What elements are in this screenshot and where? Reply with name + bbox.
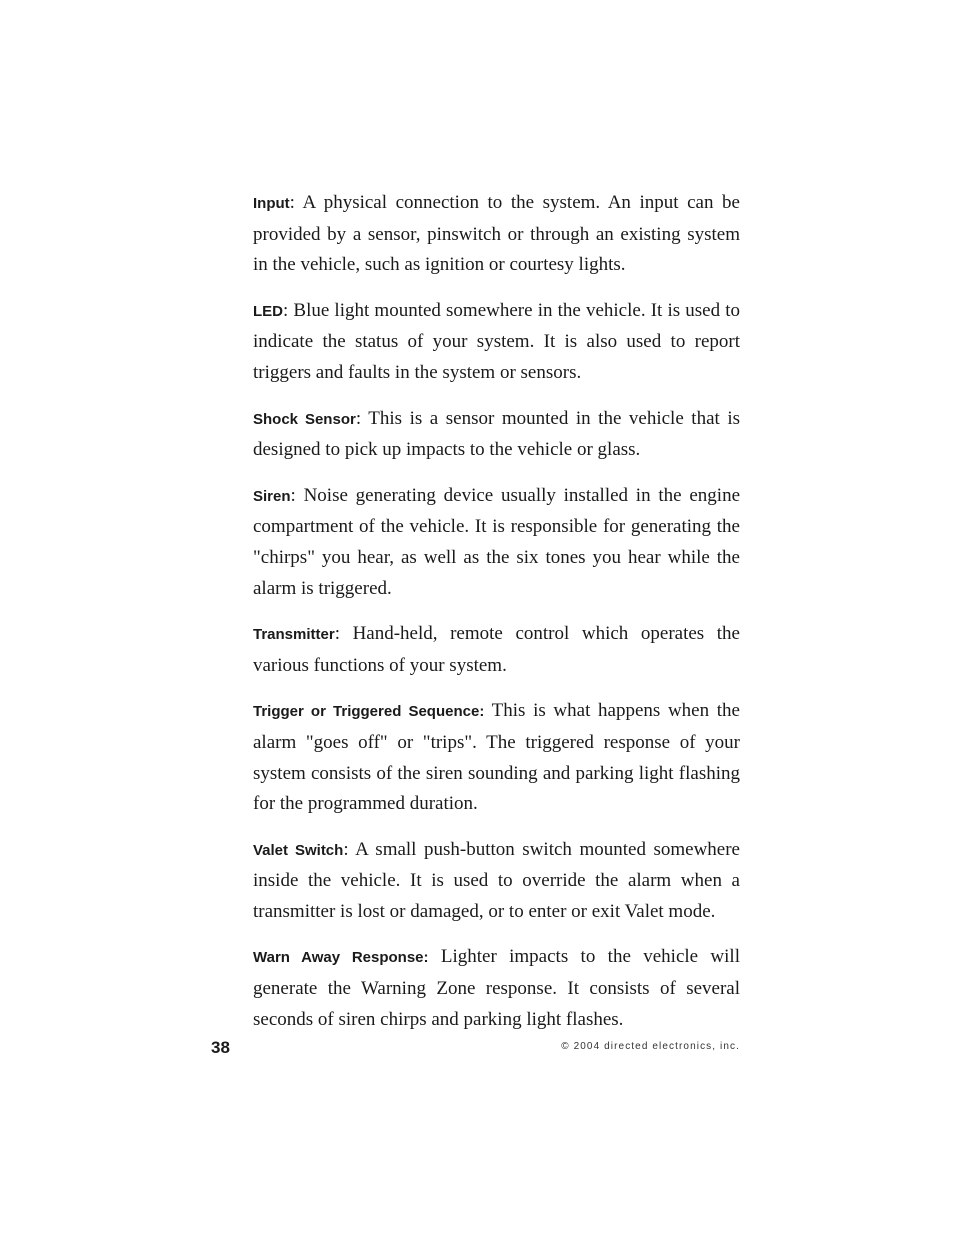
glossary-entry-shock-sensor — [253, 404, 740, 466]
glossary-list — [253, 188, 740, 1050]
page-number: 38 — [211, 1038, 230, 1057]
glossary-definition: : Hand-held, remote control which operates the various functions of your system. — [253, 623, 740, 676]
glossary-term: Shock Sensor — [253, 410, 356, 428]
glossary-entry-siren — [253, 481, 740, 604]
glossary-definition: : Noise generating device usually installed in the engine compartment of the vehicle. It is responsible for generating the "chirps" you hear, as well as the six tones you hear while the alarm is triggered. — [253, 484, 740, 599]
glossary-term: Siren — [253, 487, 291, 505]
glossary-entry-valet-switch — [253, 835, 740, 928]
glossary-term: Input — [253, 195, 290, 212]
glossary-term: Transmitter — [253, 626, 335, 644]
glossary-definition: This is what happens when the alarm "goes off" or "trips". The triggered response of your system consists of the siren sounding and parking light flashing for the programmed duration. — [253, 700, 740, 815]
copyright-notice: © 2004 directed electronics, inc. — [561, 1041, 740, 1052]
glossary-term: Valet Switch — [253, 841, 344, 859]
glossary-term: Trigger or Triggered Sequence: — [253, 703, 485, 721]
glossary-definition: Lighter impacts to the vehicle will generate the Warning Zone response. It consists of several seconds of siren chirps and parking light flashes. — [253, 946, 740, 1030]
glossary-definition: : Blue light mounted somewhere in the vehicle. It is used to indicate the status of your system. It is also used to report triggers and faults in the system or sensors. — [253, 299, 740, 383]
glossary-entry-input — [253, 188, 740, 281]
glossary-definition: : A small push-button switch mounted somewhere inside the vehicle. It is used to override the alarm when a transmitter is lost or damaged, or to enter or exit Valet mode. — [253, 838, 740, 922]
glossary-entry-led — [253, 296, 740, 389]
glossary-entry-trigger — [253, 696, 740, 819]
glossary-definition: : A physical connection to the system. An input can be provided by a sensor, pinswitch or through an existing system in the vehicle, such as ignition or courtesy lights. — [253, 192, 740, 276]
glossary-term: LED — [253, 302, 283, 320]
glossary-entry-warn-away — [253, 942, 740, 1035]
glossary-entry-transmitter — [253, 619, 740, 681]
glossary-term: Warn Away Response: — [253, 949, 429, 967]
glossary-definition: : This is a sensor mounted in the vehicle that is designed to pick up impacts to the vehicle or glass. — [253, 407, 740, 461]
